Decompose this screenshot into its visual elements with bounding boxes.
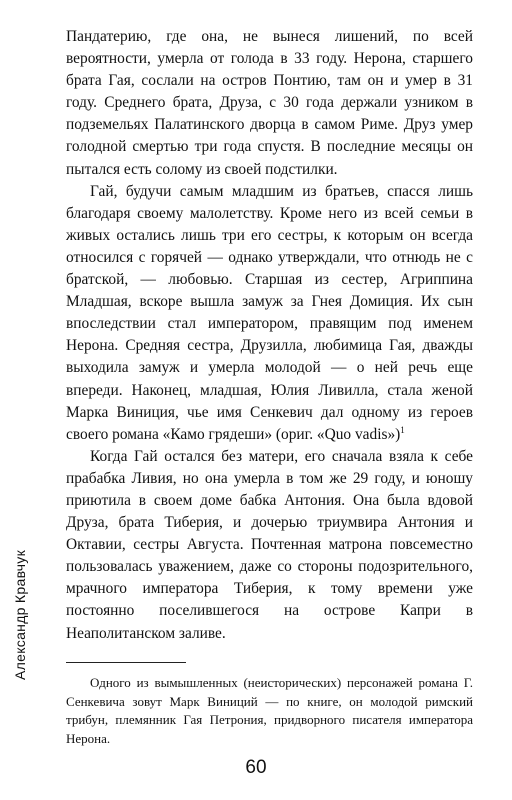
footnote-divider [66,662,186,663]
main-text [66,26,473,645]
footnote-block [66,674,473,748]
page-number: 60 [245,757,267,778]
paragraph-3: Когда Гай остался без матери, его сначала взяла к себе прабабка Ливия, но она умерла в том же 29 году, и юношу приютила в своем доме бабка Антония. Она была вдовой Друза, брата Тиберия, и дочерью триумвира Антония и Октавии, сестры Августа. Почтенная матрона повсеместно пользовалась уважением, даже со стороны подозрительного, мрачного императора Тиберия, к тому времени уже постоянно поселившегося на острове Капри в Неаполитанском заливе. [66,447,473,642]
paragraph-2-text: Гай, будучи самым младшим из братьев, спасся лишь благодаря своему малолетству. Кроме него из всей семьи в живых остались лишь три его сестры, к которым он всегда относился с горячей — однако утверждали, что отнюдь не с братской, — любовью. Старшая из сестер, Агриппина Младшая, вскоре вышла замуж за Гнея Домиция. Их сын впоследствии стал императором, правящим под именем Нерона. Средняя сестра, Друзилла, любимица Гая, дважды выходила замуж и умерла молодой — о ней речь еще впереди. Наконец, младшая, Юлия Ливилла, стала женой Марка Виниция, чье имя Сенкевич дал одному из героев своего романа «Камо грядеши» (ориг. «Quo vadis») [66,182,473,443]
footnote-text: Одного из вымышленных (неисторических) персонажей романа Г. Сенкевича зовут Марк Виниций — по книге, он молодой римский трибун, племянник Гая Петрония, придворного писателя императора Нерона. [66,675,473,746]
paragraph-2 [66,181,473,446]
footnote-marker: 1 [400,424,405,435]
paragraph-1: Пандатерию, где она, не вынеся лишений, по всей вероятности, умерла от голода в 33 году. Нерона, старшего брата Гая, сослали на остров Понтию, там он и умер в 31 году. Среднего брата, Друза, с 30 года держали узником в подземельях Палатинского дворца в самом Риме. Друз умер голодной смертью три года спустя. В последние месяцы он пытался есть солому из своей подстилки. [66,28,473,178]
side-author-name: Александр Кравчук [12,550,28,680]
